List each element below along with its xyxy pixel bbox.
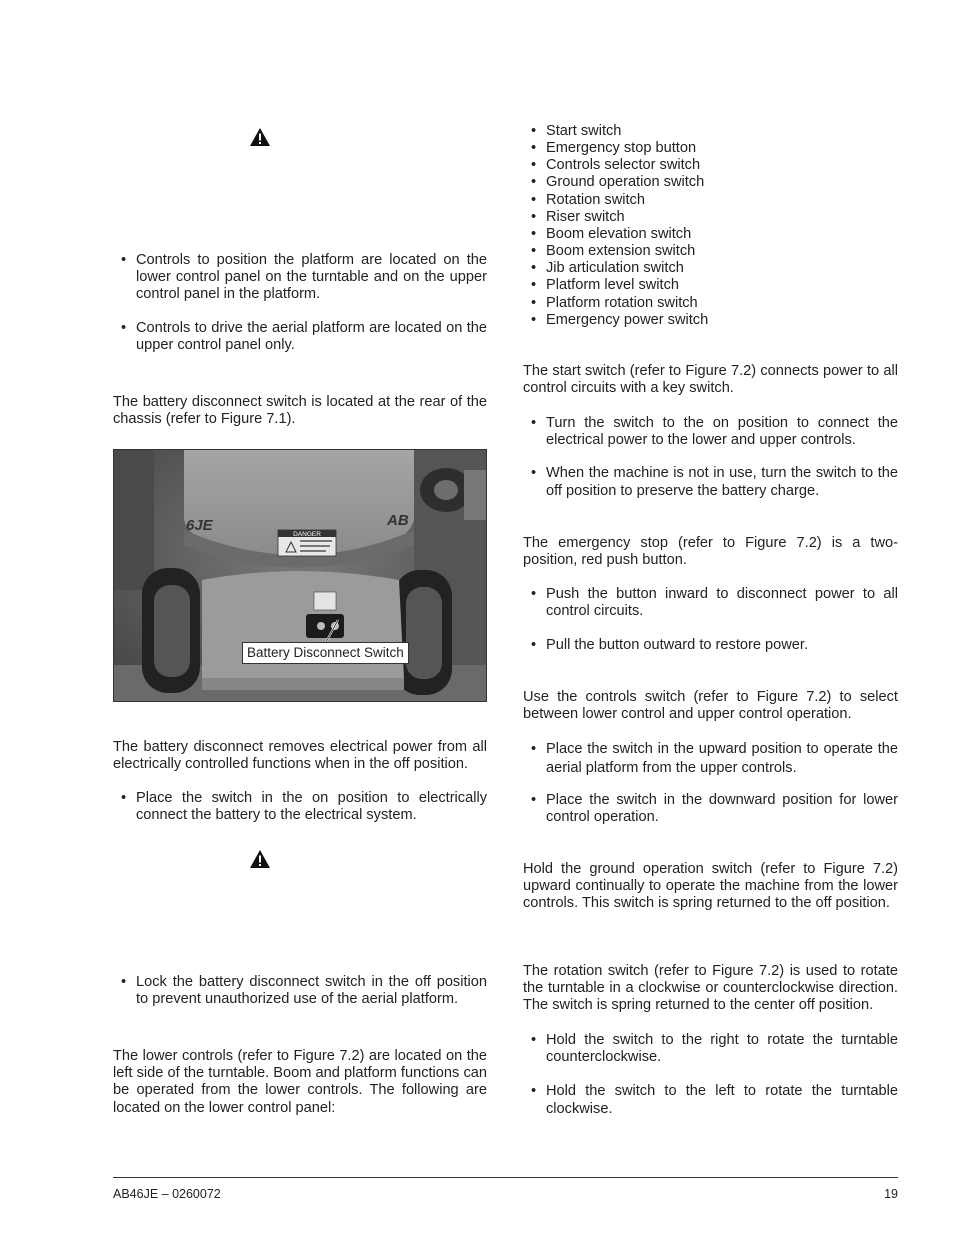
list-item: • Controls to position the platform are located on the lower control panel on the turntable and on the upper control panel in the platform. — [113, 252, 487, 304]
list-item: • Platform rotation switch — [523, 295, 898, 312]
list-item: • Place the switch in the upward position to operate the aerial platform from the upper controls. — [523, 740, 898, 777]
list-item: • Place the switch in the downward position for lower control operation. — [523, 792, 898, 826]
page-number: 19 — [884, 1187, 898, 1201]
ground-operation-paragraph: Hold the ground operation switch (refer to Figure 7.2) upward continually to operate the machine from the lower controls. This switch is spring returned to the off position. — [523, 861, 898, 912]
list-item: • Emergency power switch — [523, 312, 898, 329]
warning-triangle-icon — [249, 849, 271, 869]
decal-label: DANGER — [293, 531, 321, 538]
list-item: • Lock the battery disconnect switch in the off position to prevent unauthorized use of the aerial platform. — [113, 974, 487, 1008]
list-item: • Platform level switch — [523, 277, 898, 294]
controls-location-list — [113, 252, 487, 354]
rotation-switch-bullets — [523, 1032, 898, 1118]
list-item: • Ground operation switch — [523, 174, 898, 191]
list-item: • Jib articulation switch — [523, 260, 898, 277]
emergency-stop-bullets — [523, 586, 898, 655]
list-item: • Hold the switch to the left to rotate the turntable clockwise. — [523, 1083, 898, 1117]
battery-intro-paragraph: The battery disconnect switch is located at the rear of the chassis (refer to Figure 7.1). — [113, 394, 487, 428]
model-text-left: 6JE — [186, 517, 213, 534]
list-item: • Push the button inward to disconnect power to all control circuits. — [523, 586, 898, 620]
emergency-stop-paragraph: The emergency stop (refer to Figure 7.2) is a two-position, red push button. — [523, 535, 898, 569]
lock-bullet-list — [113, 974, 487, 1008]
footer-doc-id: AB46JE – 0260072 — [113, 1187, 221, 1201]
list-item: • Place the switch in the on position to electrically connect the battery to the electrical system. — [113, 790, 487, 824]
list-item: • Boom elevation switch — [523, 226, 898, 243]
list-item: • Controls selector switch — [523, 157, 898, 174]
controls-switch-paragraph: Use the controls switch (refer to Figure 7.2) to select between lower control and upper control operation. — [523, 689, 898, 723]
list-item: • When the machine is not in use, turn the switch to the off position to preserve the battery charge. — [523, 465, 898, 499]
warning-triangle-icon — [249, 127, 271, 147]
list-item: • Boom extension switch — [523, 243, 898, 260]
figure-7-1-photo — [113, 449, 487, 702]
controls-switch-bullets — [523, 740, 898, 826]
list-item: • Rotation switch — [523, 192, 898, 209]
battery-disconnect-photo — [114, 450, 487, 702]
footer-rule — [113, 1177, 898, 1178]
start-switch-bullets — [523, 415, 898, 500]
start-switch-paragraph: The start switch (refer to Figure 7.2) connects power to all control circuits with a key switch. — [523, 363, 898, 397]
rotation-switch-paragraph: The rotation switch (refer to Figure 7.2) is used to rotate the turntable in a clockwise or counterclockwise direction. The switch is spring returned to the center off position. — [523, 963, 898, 1014]
list-item: • Controls to drive the aerial platform are located on the upper control panel only. — [113, 320, 487, 354]
list-item: • Riser switch — [523, 209, 898, 226]
photo-callout-label: Battery Disconnect Switch — [242, 642, 409, 664]
model-text-right: AB — [387, 512, 409, 529]
battery-bullet-list — [113, 790, 487, 824]
list-item: • Turn the switch to the on position to connect the electrical power to the lower and upper controls. — [523, 415, 898, 449]
list-item: • Start switch — [523, 123, 898, 140]
battery-removes-paragraph: The battery disconnect removes electrical power from all electrically controlled functions when in the off position. — [113, 739, 487, 773]
list-item: • Emergency stop button — [523, 140, 898, 157]
lower-controls-paragraph: The lower controls (refer to Figure 7.2) are located on the left side of the turntable. Boom and platform functions can be operated from the lower controls. The following are located on the lower control panel: — [113, 1048, 487, 1116]
list-item: • Pull the button outward to restore power. — [523, 637, 898, 654]
lower-panel-switch-list — [523, 123, 898, 329]
list-item: • Hold the switch to the right to rotate the turntable counterclockwise. — [523, 1032, 898, 1066]
